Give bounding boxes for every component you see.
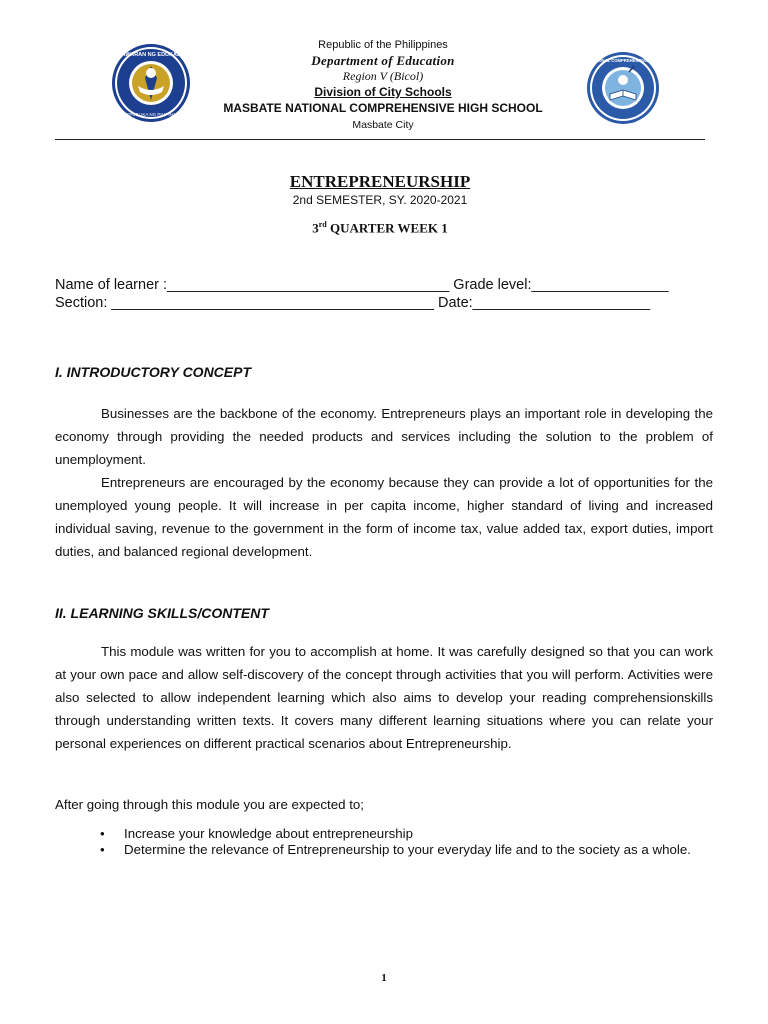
school-seal-logo (567, 50, 679, 126)
region-line: Region V (Bicol) (342, 69, 424, 83)
learner-name-grade-field[interactable]: Name of learner :___________________________________ Grade level:_________________ (55, 277, 669, 293)
bullet-icon: • (100, 826, 105, 841)
quarter-rest: QUARTER WEEK 1 (326, 220, 448, 236)
header-divider (55, 139, 705, 140)
city-line: Masbate City (352, 119, 414, 131)
page-number: 1 (381, 972, 387, 984)
skills-section-title: II. LEARNING SKILLS/CONTENT (55, 605, 269, 621)
letterhead (200, 38, 566, 133)
subject-title: ENTREPRENEURSHIP (289, 172, 471, 191)
list-item: • Increase your knowledge about entrepreneurship (100, 826, 414, 841)
intro-paragraphs (55, 402, 713, 563)
school-name: MASBATE NATIONAL COMPREHENSIVE HIGH SCHOOL (223, 101, 543, 115)
skills-paragraphs (55, 640, 713, 755)
republic-line: Republic of the Philippines (318, 39, 448, 51)
quarter-line (0, 220, 760, 236)
department-line: Department of Education (311, 53, 455, 68)
expected-intro-block (55, 793, 713, 816)
intro-paragraph-1: Businesses are the backbone of the economy. Entrepreneurs plays an important role in developing the economy through providing the needed products and services including the solution to the problem of unemployment. (55, 406, 713, 467)
division-line: Division of City Schools (314, 85, 452, 99)
semester-line: 2nd SEMESTER, SY. 2020-2021 (292, 193, 468, 207)
section-date-field[interactable]: Section: ________________________________________ Date:______________________ (55, 295, 651, 311)
deped-seal-logo (105, 42, 197, 124)
objectives-list (100, 826, 713, 858)
quarter-number: 3 (312, 220, 319, 236)
svg-text:REPUBLIKA NG PILIPINAS: REPUBLIKA NG PILIPINAS (123, 112, 179, 117)
quarter-ordinal: rd (318, 220, 327, 229)
svg-text:KAGAWARAN NG EDUKASYON: KAGAWARAN NG EDUKASYON (109, 52, 193, 58)
svg-text:MASBATE NATIONAL COMPREHENSIVE: MASBATE NATIONAL COMPREHENSIVE HIGH SCHOOL (567, 58, 679, 63)
skills-paragraph-1: This module was written for you to accomplish at home. It was carefully designed so that you can work at your own pace and allow self-discovery of the concept through activities that you will perform. Activities were also selected to allow independent learning which also aims to develop your reading comprehensionskills through understanding written texts. It covers many different learning situations where you can relate your personal experiences on different practical scenarios about Entrepreneurship. (55, 644, 713, 751)
intro-section-title: I. INTRODUCTORY CONCEPT (55, 364, 252, 380)
expected-intro: After going through this module you are expected to; (55, 797, 364, 812)
list-item: • Determine the relevance of Entrepreneurship to your everyday life and to the society as a whole. (100, 842, 691, 857)
bullet-icon: • (100, 842, 105, 857)
intro-paragraph-2: Entrepreneurs are encouraged by the economy because they can provide a lot of opportunities for the unemployed young people. It will increase in per capita income, higher standard of living and increased individual saving, revenue to the government in the form of income tax, value added tax, export duties, import duties, and balanced regional development. (55, 475, 713, 559)
